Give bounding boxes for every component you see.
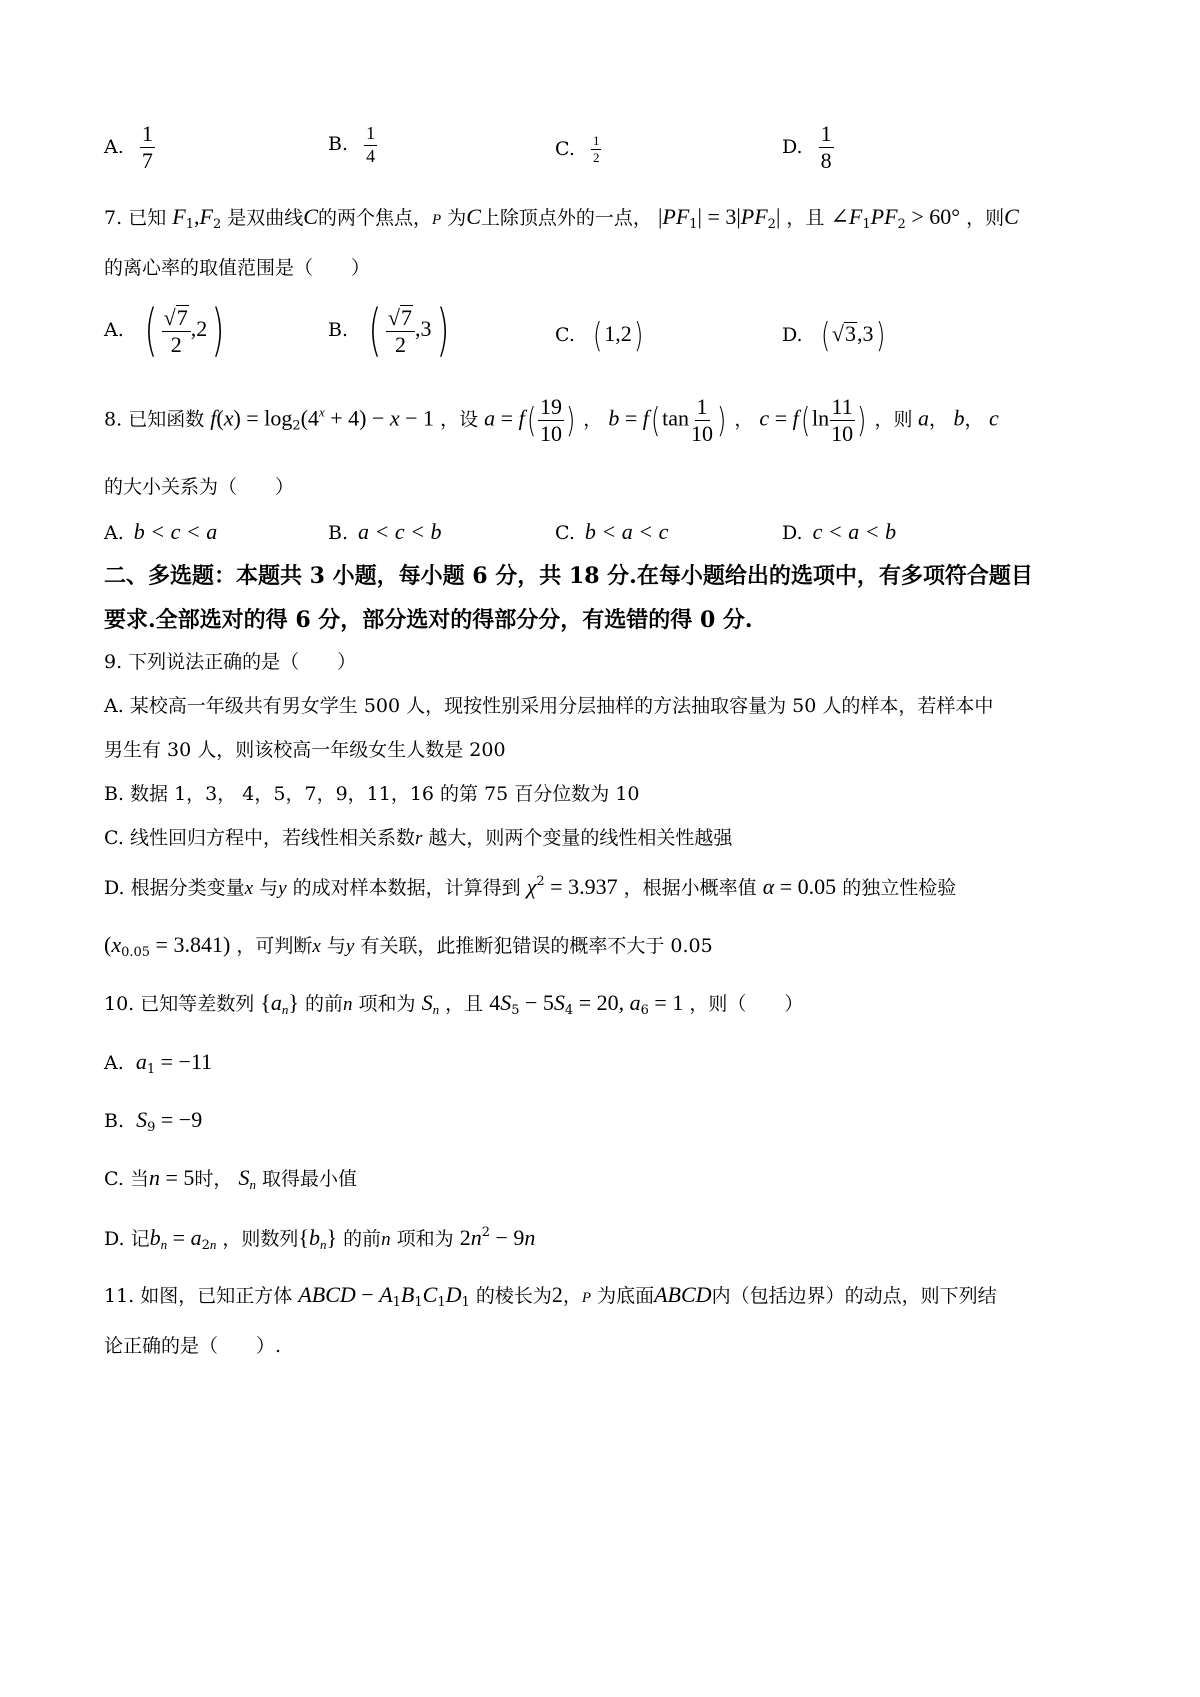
q7-option-c: C. (1,2)	[555, 316, 643, 356]
fraction: $\frac{1}{8}$	[820, 121, 832, 174]
q10-option-a: A. $a_1 = -11$	[104, 1049, 213, 1077]
q10-stem: 10. 已知等差数列 $\{a_n\}$ 的前n 项和为 $S_n$ ，且 $4S_5 - 5S_4 = 20$, $a_6 = 1$ ，则（ ）	[104, 990, 804, 1018]
q7-option-a: A. ( $\frac{√7}{2}$ ,2)	[104, 298, 225, 363]
section2-heading-line2: 要求.全部选对的得 6 分，部分选对的得部分分，有选错的得 0 分.	[104, 607, 753, 633]
q6-option-b: B. $\frac{1}{4}$	[328, 123, 376, 166]
q6-option-c: C. $\frac{1}{2}$	[555, 133, 600, 166]
q6-option-d: D. $\frac{1}{8}$	[782, 121, 832, 174]
q8-option-c: C. b < a < c	[555, 519, 669, 544]
q9-option-d-line1: D. 根据分类变量x 与y 的成对样本数据，计算得到 $\chi^2 = 3.937$ ，根据小概率值 α = 0.05 的独立性检验	[104, 874, 957, 899]
q7-option-b: B. ( $\frac{√7}{2}$ ,3)	[328, 298, 449, 363]
q10-option-b: B. $S_9 = -9$	[104, 1107, 203, 1135]
q9-option-a-line1: A. 某校高一年级共有男女学生 500 人，现按性别采用分层抽样的方法抽取容量为 50 人的样本，若样本中	[104, 695, 994, 717]
q8-option-a: A. b < c < a	[104, 519, 218, 544]
q9-option-d-line2: $(x_{0.05} = 3.841)$ ，可判断x 与y 有关联，此推断犯错误的概率不大于 0.05	[104, 932, 713, 960]
q8-option-d: D. c < a < b	[782, 519, 897, 544]
q11-stem-line1: 11. 如图，已知正方体 ABCD − $A_1B_1C_1D_1$ 的棱长为2，P 为底面ABCD内（包括边界）的动点，则下列结	[104, 1282, 997, 1310]
q9-stem: 9. 下列说法正确的是（ ）	[104, 651, 357, 673]
section2-heading-line1: 二、多选题：本题共 3 小题，每小题 6 分，共 18 分.在每小题给出的选项中，有多项符合题目	[104, 563, 1033, 589]
q8-option-b: B. a < c < b	[328, 519, 442, 544]
q9-option-a-line2: 男生有 30 人，则该校高一年级女生人数是 200	[104, 739, 506, 761]
q7-stem-line1: 7. 已知 $F_1,F_2$ 是双曲线C的两个焦点，P 为C上除顶点外的一点， $|PF_1| = 3|PF_2|$ ，且 $\angle F_1PF_2 > 60^\circ$ ，则C	[104, 204, 1019, 232]
q9-option-c: C. 线性回归方程中，若线性相关系数r 越大，则两个变量的线性相关性越强	[104, 827, 733, 849]
q6-option-a: A. $\frac{1}{7}$	[104, 121, 153, 174]
q8-stem-line2: 的大小关系为（ ）	[104, 476, 295, 498]
q10-option-c: C. 当n = 5时， $S_n$ 取得最小值	[104, 1165, 357, 1192]
fraction: $\frac{1}{2}$	[592, 133, 600, 166]
q10-option-d: D. 记$b_n = a_{2n}$ ，则数列$\{b_n\}$ 的前n 项和为 $2n^2 - 9n$	[104, 1225, 536, 1253]
q7-option-d: D. (√3,3)	[782, 316, 885, 356]
fraction: $\frac{1}{7}$	[141, 121, 153, 174]
fraction: $\frac{1}{4}$	[366, 123, 376, 166]
q8-stem-line1: 8. 已知函数 $f(x) = \log_2(4^x + 4) - x - 1$ ，设 a = f( $\frac{19}{10}$ ) ， b = f(tan $\frac{1}{10}$ ) ， c = f(ln $\frac{11}{10}$ ) ，则 a， b， c	[104, 394, 999, 447]
q7-stem-line2: 的离心率的取值范围是（ ）	[104, 257, 371, 279]
q9-option-b: B. 数据 1，3， 4，5，7，9，11，16 的第 75 百分位数为 10	[104, 783, 640, 805]
q11-stem-line2: 论正确的是（ ）.	[104, 1335, 282, 1357]
